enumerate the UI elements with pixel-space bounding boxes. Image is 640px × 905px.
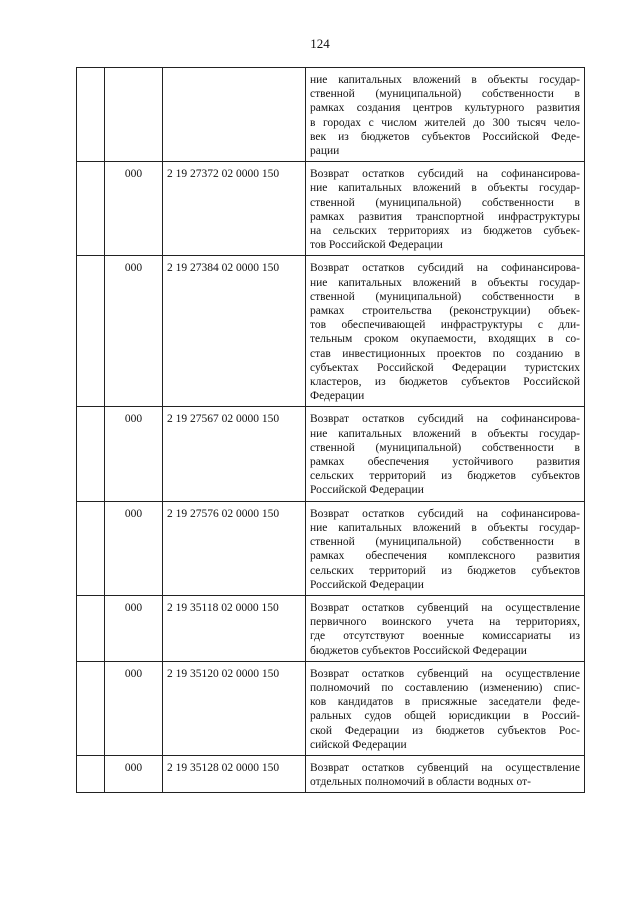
- description-line: ние капитальных вложений в объекты государ-: [310, 74, 580, 86]
- description-line: став инвестиционных проектов по созданию в: [310, 347, 580, 360]
- description-line: Возврат остатков субвенций на осуществление: [310, 761, 580, 774]
- description-line: тельным сроком окупаемости, входящих в со-: [310, 333, 580, 346]
- description-line: тов Российской Федерации: [310, 239, 443, 252]
- budget-codes-table: [76, 67, 585, 793]
- description-line: в городах с числом жителей до 300 тысяч чело-: [310, 116, 580, 129]
- description-line: Возврат остатков субсидий на софинансирова-: [310, 507, 580, 520]
- description-line: бюджетов субъектов Российской Федерации: [310, 644, 527, 657]
- empty-cell: [77, 407, 105, 501]
- kbk-code-cell: 2 19 27384 02 0000 150: [163, 256, 306, 407]
- description-line: ние капитальных вложений в объекты государ-: [310, 276, 580, 289]
- description-line: отдельных полномочий в области водных от-: [310, 776, 531, 789]
- description-cell: [306, 755, 585, 792]
- description-line: Возврат остатков субвенций на осуществление: [310, 601, 580, 614]
- kbk-code-cell: 2 19 35128 02 0000 150: [163, 755, 306, 792]
- empty-cell: [77, 595, 105, 661]
- description-line: ственной (муниципальной) собственности в: [310, 88, 580, 101]
- description-line: рамках обеспечения устойчивого развития: [310, 456, 580, 469]
- page-number: 124: [310, 36, 330, 51]
- admin-code-cell: 000: [105, 256, 163, 407]
- description-line: Федерации: [310, 390, 365, 403]
- description-line: Российской Федерации: [310, 578, 424, 591]
- empty-cell: [77, 68, 105, 162]
- description-line: ральных судов общей юрисдикции в Россий-: [310, 710, 580, 723]
- description-line: ственной (муниципальной) собственности в: [310, 196, 580, 209]
- description-line: ской Федерации из бюджетов субъектов Рос-: [310, 724, 580, 737]
- admin-code-cell: 000: [105, 407, 163, 501]
- description-cell: [306, 501, 585, 595]
- description-line: полномочий по составлению (изменению) спис-: [310, 681, 580, 694]
- kbk-code-cell: 2 19 35118 02 0000 150: [163, 595, 306, 661]
- kbk-code-cell: 2 19 35120 02 0000 150: [163, 661, 306, 755]
- table-row: [77, 595, 585, 661]
- kbk-code-cell: 2 19 27567 02 0000 150: [163, 407, 306, 501]
- description-line: первичного воинского учета на территориях,: [310, 616, 580, 629]
- table-row: [77, 68, 585, 162]
- description-line: ственной (муниципальной) собственности в: [310, 441, 580, 454]
- description-line: субъектах Российской Федерации туристских: [310, 361, 580, 374]
- description-cell: [306, 256, 585, 407]
- description-line: ние капитальных вложений в объекты государ-: [310, 427, 580, 440]
- description-line: сельских территорий из бюджетов субъектов: [310, 470, 580, 483]
- description-cell: [306, 595, 585, 661]
- empty-cell: [77, 162, 105, 256]
- description-line: Возврат остатков субсидий на софинансирова-: [310, 168, 580, 181]
- admin-code-cell: [105, 68, 163, 162]
- empty-cell: [77, 755, 105, 792]
- table-row: [77, 755, 585, 792]
- description-line: ние капитальных вложений в объекты государ-: [310, 182, 580, 195]
- empty-cell: [77, 256, 105, 407]
- description-line: на сельских территориях из бюджетов субъек-: [310, 225, 580, 238]
- description-line: сельских территорий из бюджетов субъектов: [310, 564, 580, 577]
- description-line: кластеров, из бюджетов субъектов Российской: [310, 376, 580, 389]
- description-line: рации: [310, 145, 340, 158]
- description-line: Российской Федерации: [310, 484, 424, 497]
- table-body: [77, 68, 585, 793]
- description-line: ственной (муниципальной) собственности в: [310, 536, 580, 549]
- table-row: [77, 661, 585, 755]
- admin-code-cell: 000: [105, 595, 163, 661]
- description-line: ков кандидатов в присяжные заседатели феде-: [310, 696, 580, 709]
- description-line: Возврат остатков субвенций на осуществление: [310, 667, 580, 680]
- description-line: сийской Федерации: [310, 738, 407, 751]
- table-row: [77, 407, 585, 501]
- description-line: ственной (муниципальной) собственности в: [310, 290, 580, 303]
- table-row: [77, 256, 585, 407]
- description-line: Возврат остатков субсидий на софинансирова-: [310, 413, 580, 426]
- table-row: [77, 162, 585, 256]
- admin-code-cell: 000: [105, 162, 163, 256]
- description-line: где отсутствуют военные комиссариаты из: [310, 630, 580, 643]
- description-line: рамках строительства (реконструкции) объек-: [310, 305, 580, 318]
- description-cell: [306, 162, 585, 256]
- empty-cell: [77, 661, 105, 755]
- description-line: век из бюджетов субъектов Российской Феде-: [310, 130, 580, 143]
- table-row: [77, 501, 585, 595]
- description-cell: [306, 68, 585, 162]
- admin-code-cell: 000: [105, 501, 163, 595]
- admin-code-cell: 000: [105, 755, 163, 792]
- empty-cell: [77, 501, 105, 595]
- kbk-code-cell: 2 19 27576 02 0000 150: [163, 501, 306, 595]
- description-line: тов обеспечивающей инфраструктуры с дли-: [310, 319, 580, 332]
- description-cell: [306, 407, 585, 501]
- admin-code-cell: 000: [105, 661, 163, 755]
- kbk-code-cell: 2 19 27372 02 0000 150: [163, 162, 306, 256]
- description-line: ние капитальных вложений в объекты государ-: [310, 521, 580, 534]
- description-line: рамках обеспечения комплексного развития: [310, 550, 580, 563]
- kbk-code-cell: [163, 68, 306, 162]
- description-line: рамках создания центров культурного развития: [310, 102, 580, 115]
- description-cell: [306, 661, 585, 755]
- description-line: рамках развития транспортной инфраструктуры: [310, 210, 580, 223]
- description-line: Возврат остатков субсидий на софинансирова-: [310, 262, 580, 275]
